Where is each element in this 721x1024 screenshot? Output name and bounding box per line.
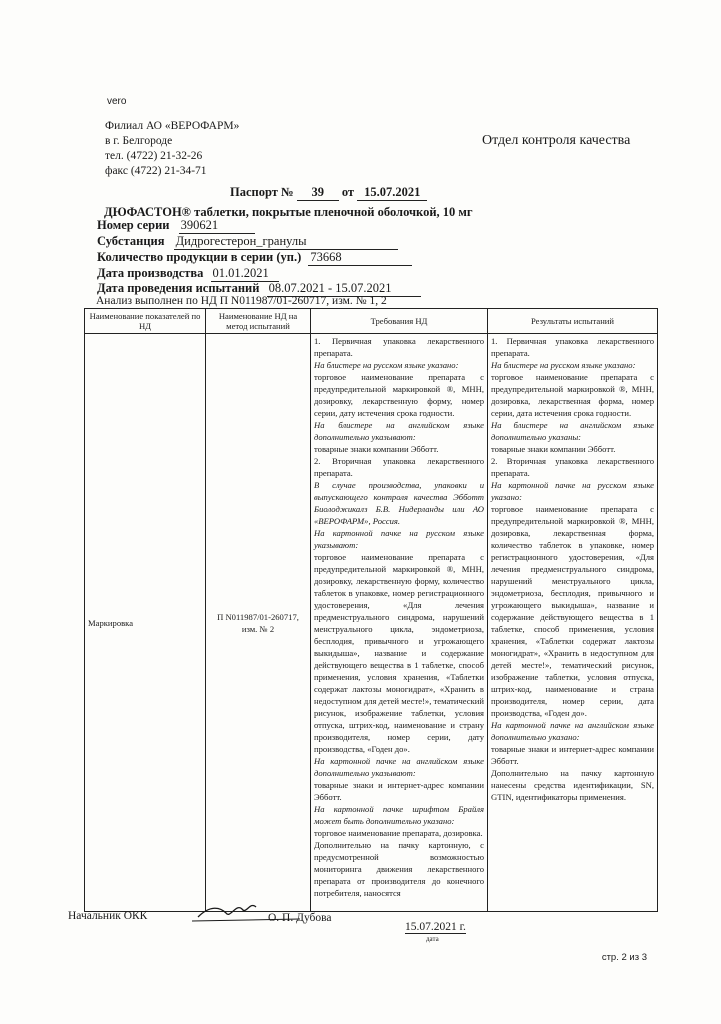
product-name: ДЮФАСТОН® таблетки, покрытые пленочной оболочкой, 10 мг	[104, 205, 473, 219]
result-paragraph: 1. Первичная упаковка лекарственного препарата.	[491, 336, 654, 358]
sign-date-wrap	[405, 921, 466, 934]
field-value: 73668	[308, 250, 412, 266]
result-paragraph: торговое наименование препарата с предупредительной маркировкой ®, МНН, дозировка, лекарственная форма, номер серии, дата истечения срока годности.	[491, 372, 654, 418]
passport-heading	[230, 185, 427, 201]
date-caption: дата	[426, 935, 439, 943]
field-label: Дата проведения испытаний	[97, 281, 260, 295]
page-number: стр. 2 из 3	[601, 952, 647, 963]
header-indicator: Наименование показателей по НД	[85, 309, 206, 334]
field-label: Количество продукции в серии (уп.)	[97, 250, 302, 264]
header-method: Наименование НД на метод испытаний	[206, 309, 311, 334]
req-paragraph: На картонной пачке шрифтом Брайля может быть дополнительно указано:	[314, 804, 484, 826]
header-results: Результаты испытаний	[488, 309, 658, 334]
table-row	[85, 334, 658, 912]
signer-name: О. П. Дубова	[268, 912, 332, 924]
req-paragraph: товарные знаки и интернет-адрес компании Эбботт.	[314, 780, 484, 802]
req-paragraph: 2. Вторичная упаковка лекарственного препарата.	[314, 456, 484, 478]
org-fax: факс (4722) 21-34-71	[105, 165, 207, 177]
result-paragraph: На блистере на английском языке дополнительно указаны:	[491, 420, 654, 442]
requirements-cell	[311, 334, 488, 912]
field-label: Дата производства	[97, 266, 204, 280]
result-paragraph: На картонной пачке на русском языке указано:	[491, 480, 654, 502]
analysis-basis: Анализ выполнен по НД П N011987/01-260717, изм. № 1, 2	[96, 295, 387, 307]
org-city: в г. Белгороде	[105, 135, 173, 147]
req-paragraph: торговое наименование препарата с предупредительной маркировкой ®, МНН, дозировку, лекарственную форму, количество таблеток в упаковке, номер регистрационного удостоверения, «Для лечения предменструального синдрома, нарушений менструального цикла, эндометриоза, бесплодия, привычного и угрожающего выкидыша», название и содержание действующего вещества в 1 таблетке, способ применения, условия хранения, «Таблетки содержат лактозы моногидрат», «Хранить в недоступном для детей месте!», тематический рисунок, изображение таблетки, условия отпуска, штрих-код, наименование и страну производителя, номер серии, дату производства, «Годен до».	[314, 552, 484, 754]
method-cell: П N011987/01-260717, изм. № 2	[206, 334, 311, 912]
req-paragraph: На блистере на русском языке указано:	[314, 360, 459, 370]
req-paragraph: На блистере на английском языке дополнительно указывают:	[314, 420, 484, 442]
results-table	[84, 308, 658, 912]
req-paragraph: В случае производства, упаковки и выпускающего контроля качества Эбботт Биолоджикалз Б.В. Нидерланды или АО «ВЕРОФАРМ», Россия.	[314, 480, 484, 526]
org-phone: тел. (4722) 21-32-26	[105, 150, 203, 162]
field-label: Субстанция	[97, 234, 165, 248]
sign-date: 15.07.2021 г.	[405, 921, 466, 933]
req-paragraph: торговое наименование препарата с предупредительной маркировкой ®, МНН, дозировку, лекарственную форму, номер серии, дату истечения срока годности.	[314, 372, 484, 418]
org-info	[105, 119, 239, 179]
results-cell	[488, 334, 658, 912]
field-substance	[97, 234, 398, 250]
result-paragraph: товарные знаки компании Эбботт.	[491, 444, 616, 454]
req-paragraph: товарные знаки компании Эбботт.	[314, 444, 439, 454]
table-header-row	[85, 309, 658, 334]
passport-label: Паспорт №	[230, 185, 294, 199]
result-paragraph: Дополнительно на пачку картонную нанесены средства идентификации, SN, GTIN, идентификаторы применения.	[491, 768, 654, 802]
field-production-date	[97, 266, 279, 282]
org-name: Филиал АО «ВЕРОФАРМ»	[105, 120, 240, 132]
req-paragraph: На картонной пачке на русском языке указывают:	[314, 528, 484, 550]
passport-from-label: от	[341, 185, 355, 199]
field-value: Дидрогестерон_гранулы	[174, 234, 398, 250]
result-paragraph: 2. Вторичная упаковка лекарственного препарата.	[491, 456, 654, 478]
company-logo: vero	[107, 96, 127, 107]
req-paragraph: торговое наименование препарата, дозировка.	[314, 828, 483, 838]
head-of-qc-label: Начальник ОКК	[68, 910, 148, 922]
result-paragraph: товарные знаки и интернет-адрес компании Эбботт.	[491, 744, 654, 766]
passport-date: 15.07.2021	[357, 185, 427, 201]
field-batch	[97, 218, 255, 234]
result-paragraph: торговое наименование препарата с предупредительной маркировкой ®, МНН, дозировка, лекарственная форма, количество таблеток в упаковке, номер регистрационного удостоверения, «Для лечения предменструального синдрома, нарушений менструального цикла, эндометриоза, бесплодия, привычного и угрожающего выкидыша», название и содержание действующего вещества в 1 таблетке, способ применения, условия хранения, «Таблетки содержат лактозы моногидрат», «Хранить в недоступном для детей месте!», тематический рисунок, изображение таблетки, условия отпуска, штрих-код, наименование и страна производителя, номер серии, дата производства, «Годен до».	[491, 504, 654, 718]
field-value: 01.01.2021	[211, 266, 279, 282]
header-requirements: Требования НД	[311, 309, 488, 334]
field-label: Номер серии	[97, 218, 170, 232]
passport-number: 39	[297, 185, 339, 201]
result-paragraph: На картонной пачке на английском языке дополнительно указано:	[491, 720, 654, 742]
department-title: Отдел контроля качества	[482, 133, 631, 148]
field-value: 390621	[179, 218, 255, 234]
req-paragraph: Дополнительно на пачку картонную, с предусмотренной возможностью мониторинга движения лекарственного препарата от производителя до конечного потребителя, наносятся	[314, 840, 484, 898]
result-paragraph: На блистере на русском языке указано:	[491, 360, 636, 370]
req-paragraph: На картонной пачке на английском языке дополнительно указывают:	[314, 756, 484, 778]
field-value: 08.07.2021 - 15.07.2021	[267, 281, 421, 297]
field-quantity	[97, 250, 412, 266]
req-paragraph: 1. Первичная упаковка лекарственного препарата.	[314, 336, 484, 358]
indicator-cell: Маркировка	[85, 334, 206, 912]
